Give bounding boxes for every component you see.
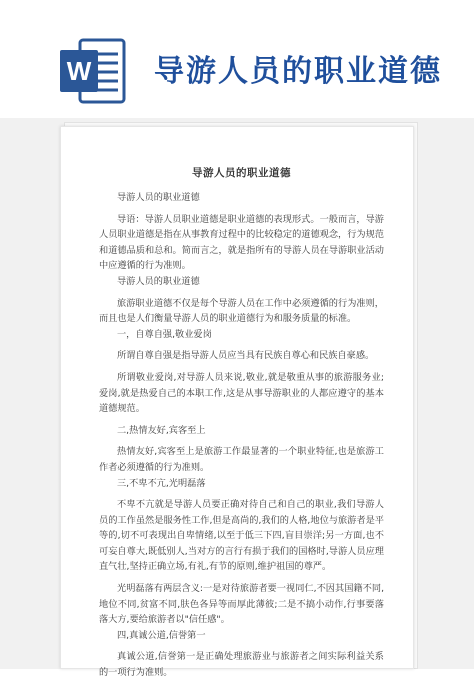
paragraph: 导游人员的职业道德	[117, 275, 200, 287]
word-letter: W	[66, 56, 92, 86]
document-page	[60, 126, 414, 679]
document-body	[99, 190, 384, 681]
document-title: 导游人员的职业道德	[192, 167, 291, 179]
word-document-icon	[58, 36, 128, 106]
paragraph: 四,真诚公道,信誉第一	[117, 629, 206, 641]
paragraph: 热情友好,宾客至上是旅游工作最显著的一个职业特征,也是旅游工作者必须遵循的行为准则。	[99, 446, 384, 473]
paragraph: 三,不卑不亢,光明磊落	[117, 477, 206, 489]
paragraph: 导语：导游人员职业道德是职业道德的表现形式。一般而言，导游人员职业道德是指在从事教育过程中的比较稳定的道德观念，行为规范和道德品质和总和。简而言之，就是指所有的导游人员在导游职业活动中应遵循的行为准则。	[99, 213, 384, 272]
paragraph: 旅游职业道德不仅是每个导游人员在工作中必须遵循的行为准则，而且也是人们衡量导游人员的职业道德行为和服务质量的标准。	[99, 297, 384, 325]
paragraph: 所谓敬业爱岗,对导游人员来说,敬业,就是敬重从事的旅游服务业;爱岗,就是热爱自己的本职工作,这是从事导游职业的人都应遵守的基本道德规范。	[99, 371, 384, 415]
paragraph: 导游人员的职业道德	[117, 192, 200, 203]
paragraph: 不卑不亢就是导游人员要正确对待自己和自己的职业,我们导游人员的工作虽然是服务性工作,但是高尚的,我们的人格,地位与旅游者是平等的,切不可表现出自卑情绪,以至于低三下四,盲目崇洋;另一方面,也不可妄自尊大,既低别人,当对方的言行有损于我们的国格时,导游人员应理直气壮,坚持正确立场,有礼,有节的原则,维护祖国的尊严。	[99, 499, 384, 573]
paragraph: 二,热情友好,宾客至上	[117, 424, 206, 436]
paragraph: 所谓自尊自强是指导游人员应当具有民族自尊心和民族自豪感。	[117, 350, 375, 362]
paragraph: 真诚公道,信誉第一是正确处理旅游业与旅游者之间实际利益关系的一项行为准则。	[99, 651, 384, 679]
paragraph: 光明磊落有两层含义:一是对待旅游者要一视同仁,不因其国籍不同,地位不同,贫富不同,肤色各异等而厚此薄彼;二是不搞小动作,行事要落落大方,要给旅游者以"信任感"。	[99, 583, 384, 626]
paragraph: 一，自尊自强,敬业爱岗	[117, 328, 212, 340]
banner-title: 导游人员的职业道德	[154, 54, 442, 89]
banner	[0, 0, 474, 120]
